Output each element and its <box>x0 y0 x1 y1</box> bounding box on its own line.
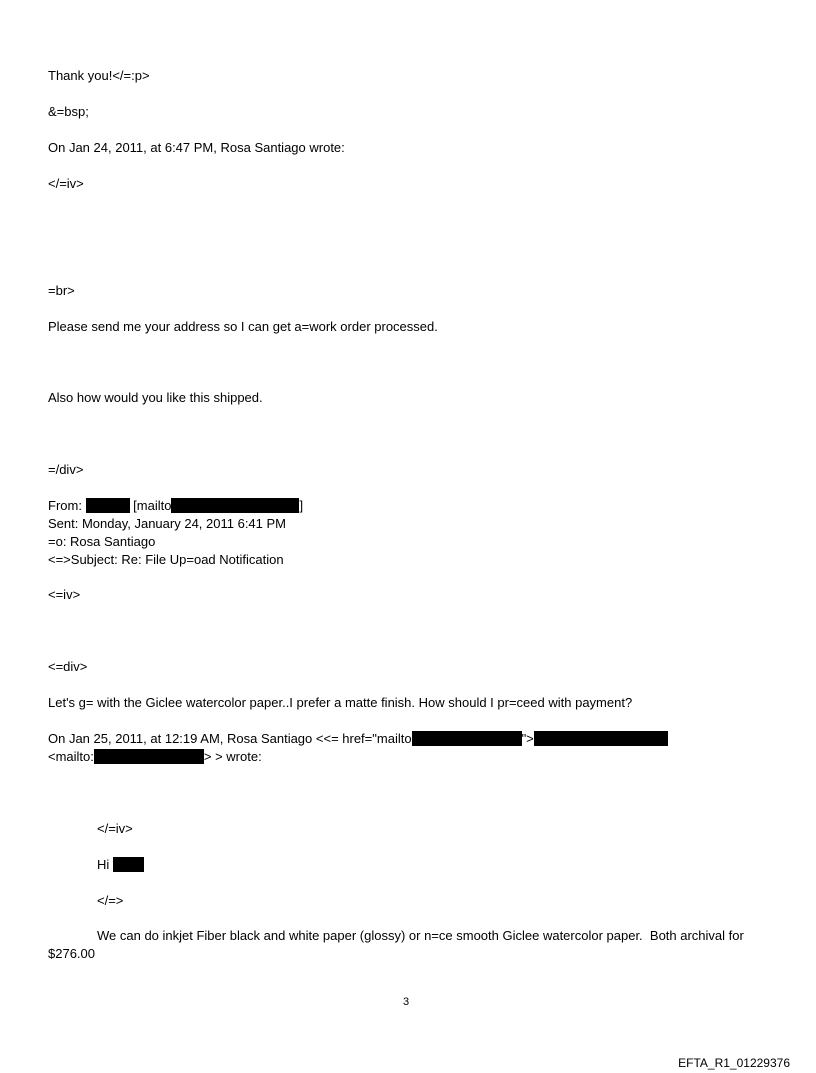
redaction-box <box>113 857 144 872</box>
from-label: From: <box>48 498 86 513</box>
page-number: 3 <box>403 996 410 1008</box>
text-line: We can do inkjet Fiber black and white paper (glossy) or n=ce smooth Giclee watercolor paper. Both archival for <box>97 928 744 943</box>
text-line: =/div> <box>48 462 84 477</box>
href-close: "> <box>521 731 534 746</box>
text-line: <=div> <box>48 659 88 674</box>
redaction-box <box>86 498 130 513</box>
text-line: Also how would you like this shipped. <box>48 390 263 405</box>
subject-line: <=>Subject: Re: File Up=oad Notification <box>48 552 284 567</box>
text-line: =br> <box>48 283 75 298</box>
redaction-box <box>534 731 668 746</box>
wrote-text: > > wrote: <box>203 749 262 764</box>
to-line: =o: Rosa Santiago <box>48 534 156 549</box>
text-line: </=> <box>97 893 124 908</box>
greeting-line <box>97 856 144 873</box>
text-line: </=iv> <box>97 821 133 836</box>
on-wrote-line <box>48 730 668 747</box>
text-line: $276.00 <box>48 946 95 961</box>
sent-line: Sent: Monday, January 24, 2011 6:41 PM <box>48 516 286 531</box>
text-line: Let's g= with the Giclee watercolor paper..I prefer a matte finish. How should I pr=ceed with payment? <box>48 695 633 710</box>
text-line: Thank you!</=:p> <box>48 68 150 83</box>
redaction-box <box>171 498 299 513</box>
text-line: <=iv> <box>48 587 81 602</box>
text-line: On Jan 24, 2011, at 6:47 PM, Rosa Santiago wrote: <box>48 140 345 155</box>
text-line: &=bsp; <box>48 104 89 119</box>
on-wrote-text: On Jan 25, 2011, at 12:19 AM, Rosa Santiago <<= href="mailto <box>48 731 412 746</box>
document-id: EFTA_R1_01229376 <box>678 1056 790 1070</box>
greeting-text: Hi <box>97 857 113 872</box>
text-line: Please send me your address so I can get a=work order processed. <box>48 319 438 334</box>
from-line <box>48 497 303 514</box>
mailto-label: [mailto <box>129 498 172 513</box>
redaction-box <box>412 731 522 746</box>
mailto-text: <mailto: <box>48 749 94 764</box>
redaction-box <box>94 749 204 764</box>
text-line: </=iv> <box>48 176 84 191</box>
mailto-line <box>48 748 262 765</box>
bracket-close: ] <box>299 498 304 513</box>
